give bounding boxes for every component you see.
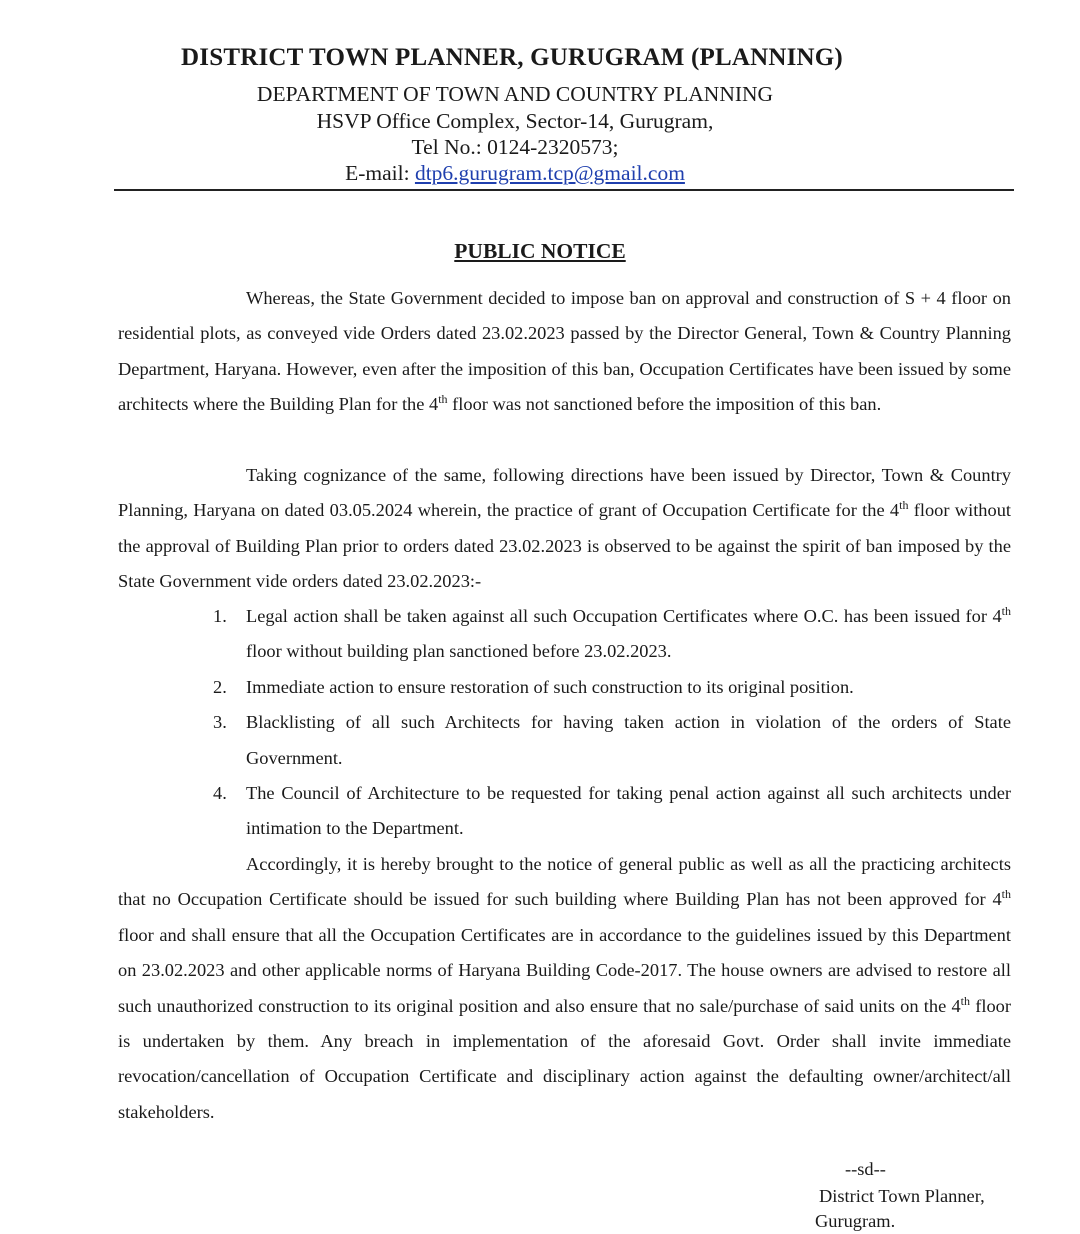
header-divider xyxy=(114,189,1014,191)
paragraph-cognizance: Taking cognizance of the same, following directions have been issued by Director, Town & Country Planning, Haryana on dated 03.05.2024 wherein, the practice of grant of Occupation Certificate for the 4th floor without the approval of Building Plan prior to orders dated 23.02.2023 is observed to be against the spirit of ban imposed by the State Government vide orders dated 23.02.2023:- xyxy=(118,465,1011,592)
signature-sd: --sd-- xyxy=(845,1159,886,1179)
office-address: HSVP Office Complex, Sector-14, Gurugram, xyxy=(316,109,714,133)
paragraph-accordingly: Accordingly, it is hereby brought to the notice of general public as well as all the practicing architects that no Occupation Certificate should be issued for such building where Building Plan has not been approved for 4th floor and shall ensure that all the Occupation Certificates are in accordance to the guidelines issued by this Department on 23.02.2023 and other applicable norms of Haryana Building Code-2017. The house owners are advised to restore all such unauthorized construction to its original position and also ensure that no sale/purchase of said units on the 4th floor is undertaken by them. Any breach in implementation of the aforesaid Govt. Order shall invite immediate revocation/cancellation of Occupation Certificate and disciplinary action against the defaulting owner/architect/all stakeholders. xyxy=(118,854,1011,1122)
email-label: E-mail: xyxy=(345,161,415,185)
directions-list xyxy=(118,599,1011,847)
list-item: 4. The Council of Architecture to be requested for taking penal action against all such architects under intimation to the Department. xyxy=(118,776,1011,847)
telephone-number: Tel No.: 0124-2320573; xyxy=(411,135,619,159)
list-number: 1. xyxy=(213,606,227,626)
list-item: 2. Immediate action to ensure restoration of such construction to its original position. xyxy=(118,670,1011,705)
office-title: DISTRICT TOWN PLANNER, GURUGRAM (PLANNING) xyxy=(181,44,843,71)
list-number: 2. xyxy=(213,676,227,697)
email-line xyxy=(0,161,1080,186)
notice-title: PUBLIC NOTICE xyxy=(454,239,626,263)
signatory-place: Gurugram. xyxy=(815,1211,896,1231)
list-number: 4. xyxy=(213,783,227,804)
email-link[interactable]: dtp6.gurugram.tcp@gmail.com xyxy=(414,161,685,185)
list-item: 3. Blacklisting of all such Architects for having taken action in violation of the orders of State Government. xyxy=(118,705,1011,776)
department-name: DEPARTMENT OF TOWN AND COUNTRY PLANNING xyxy=(256,82,774,106)
paragraph-whereas: Whereas, the State Government decided to impose ban on approval and construction of S + 4 floor on residential plots, as conveyed vide Orders dated 23.02.2023 passed by the Director General, Town & Country Planning Department, Haryana. However, even after the imposition of this ban, Occupation Certificates have been issued by some architects where the Building Plan for the 4th floor was not sanctioned before the imposition of this ban. xyxy=(118,288,1011,415)
signatory-designation: District Town Planner, xyxy=(819,1186,985,1206)
list-number: 3. xyxy=(213,712,227,733)
list-item: 1. Legal action shall be taken against all such Occupation Certificates where O.C. has been issued for 4th floor without building plan sanctioned before 23.02.2023. xyxy=(118,599,1011,670)
